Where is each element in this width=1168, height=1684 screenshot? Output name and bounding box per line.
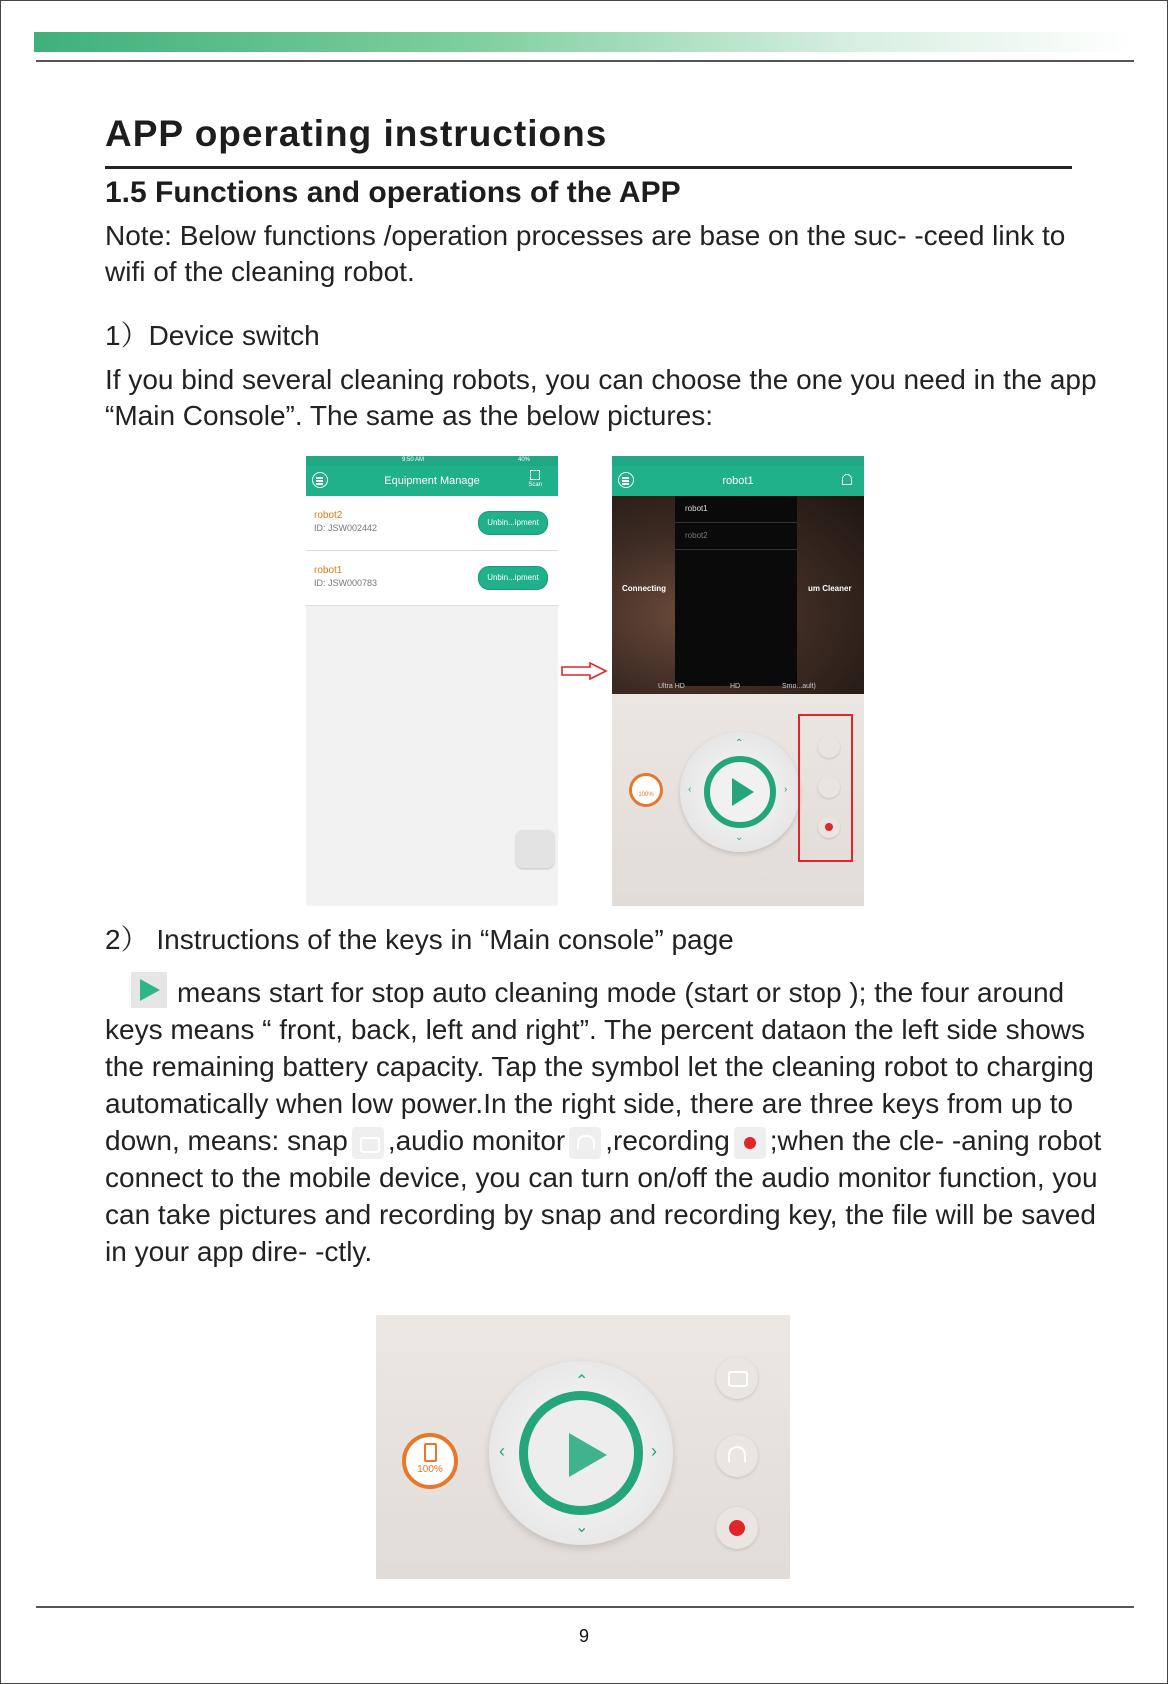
- direction-dial[interactable]: [680, 732, 800, 852]
- chevron-left-icon[interactable]: ‹: [499, 1441, 505, 1461]
- status-battery: 40%: [518, 457, 531, 463]
- robot-selector-dropdown[interactable]: [675, 496, 797, 686]
- play-icon: [131, 972, 167, 1008]
- recording-button[interactable]: [716, 1507, 758, 1549]
- screen-title: Equipment Manage: [384, 475, 480, 487]
- app-header: [306, 466, 558, 496]
- footer-rule: [36, 1606, 1134, 1608]
- snap-camera-button[interactable]: [716, 1357, 758, 1399]
- play-icon[interactable]: [732, 778, 754, 806]
- battery-charge-button[interactable]: [629, 773, 663, 807]
- dropdown-item[interactable]: robot2: [675, 523, 797, 550]
- note-text: Note: Below functions /operation processes are base on the suc- -ceed link to wifi of the cleaning robot.: [105, 220, 1066, 287]
- keys-paragraph: [105, 972, 1115, 1270]
- screen-title: robot1: [722, 475, 754, 487]
- snap-camera-button[interactable]: [818, 736, 840, 758]
- header-gradient-bar: [34, 32, 1134, 52]
- chevron-up-icon[interactable]: ⌃: [575, 1373, 589, 1390]
- recording-button[interactable]: [818, 816, 840, 838]
- device-row[interactable]: [306, 496, 558, 551]
- status-bar: [612, 456, 864, 466]
- scan-button[interactable]: [528, 470, 542, 488]
- quality-option[interactable]: HD: [730, 683, 741, 690]
- device-name: robot2: [314, 510, 343, 521]
- section-title: 1.5 Functions and operations of the APP: [105, 176, 681, 209]
- video-quality-options: [612, 680, 864, 694]
- header-rule: [36, 60, 1134, 62]
- app-header: [612, 466, 864, 496]
- audio-monitor-button[interactable]: [818, 776, 840, 798]
- floating-assistive-button[interactable]: [516, 830, 554, 868]
- page-heading: APP operating instructions: [105, 113, 608, 154]
- quality-option[interactable]: Smo...ault): [782, 683, 816, 690]
- main-console-screenshot: [612, 456, 864, 906]
- unbind-equipment-button[interactable]: Unbin...ipment: [478, 511, 548, 535]
- status-bar: [306, 456, 558, 466]
- keys-paragraph-part1: means start for stop auto cleaning mode (start or stop ); the four around keys means “ front, back, left and right”. The percent dataon the left side shows the remaining battery capacity. Tap the symbol let the cleaning robot to charging automatically when low power.In the right side, there are three keys from up to down, means: snap: [105, 977, 1094, 1156]
- bell-icon[interactable]: [842, 474, 852, 485]
- device-switch-paragraph: If you bind several cleaning robots, you can choose the one you need in the app “Main Console”. The same as the below pictures:: [105, 364, 1097, 431]
- chevron-left-icon[interactable]: ‹: [688, 784, 692, 795]
- dropdown-item[interactable]: robot1: [675, 496, 797, 523]
- chevron-up-icon[interactable]: ⌃: [735, 738, 744, 749]
- equipment-manage-screenshot: [306, 456, 558, 906]
- page-number: 9: [578, 1626, 589, 1646]
- device-name: robot1: [314, 565, 343, 576]
- chevron-right-icon[interactable]: ›: [784, 784, 788, 795]
- battery-icon: [424, 1443, 437, 1462]
- device-row[interactable]: [306, 551, 558, 606]
- quality-option[interactable]: Ultra HD: [658, 683, 685, 690]
- audio-monitor-button[interactable]: [716, 1435, 758, 1477]
- battery-percent: 100%: [417, 1464, 443, 1475]
- chevron-right-icon[interactable]: ›: [651, 1441, 657, 1461]
- device-id: ID: JSW000783: [314, 578, 378, 588]
- direction-dial[interactable]: [489, 1361, 673, 1545]
- record-dot-icon: [734, 1127, 766, 1159]
- chevron-down-icon[interactable]: ⌄: [735, 832, 744, 843]
- keys-paragraph-part2: ,audio monitor: [387, 1125, 566, 1156]
- subsection-main-console-keys: 2） Instructions of the keys in “Main console” page: [105, 924, 734, 955]
- battery-charge-button[interactable]: [402, 1433, 458, 1489]
- device-id: ID: JSW002442: [314, 523, 378, 533]
- camera-icon: [352, 1127, 384, 1159]
- keys-paragraph-part4: ;when the cle- -aning robot connect to the mobile device, you can turn on/off the audio monitor function, you can take pictures and recording by snap and recording key, the file will be saved in your app dire- -ctly.: [105, 1125, 1102, 1267]
- heading-rule: [105, 166, 1072, 169]
- status-time: 9:50 AM: [402, 457, 425, 463]
- unbind-equipment-button[interactable]: Unbin...ipment: [478, 566, 548, 590]
- chevron-down-icon[interactable]: ⌄: [575, 1519, 589, 1536]
- control-panel: [612, 694, 864, 906]
- qr-scan-icon: [530, 470, 540, 480]
- play-icon[interactable]: [569, 1433, 607, 1477]
- right-arrow-icon: [560, 662, 608, 680]
- controls-closeup-image: [376, 1315, 790, 1579]
- headphones-icon: [569, 1127, 601, 1159]
- battery-percent: 100%: [638, 792, 654, 798]
- video-status-left: Connecting: [622, 584, 666, 593]
- subsection-device-switch: 1）Device switch: [105, 320, 320, 351]
- keys-paragraph-part3: ,recording: [605, 1125, 730, 1156]
- scan-label: Scan: [528, 482, 542, 488]
- video-status-right: um Cleaner: [808, 584, 852, 593]
